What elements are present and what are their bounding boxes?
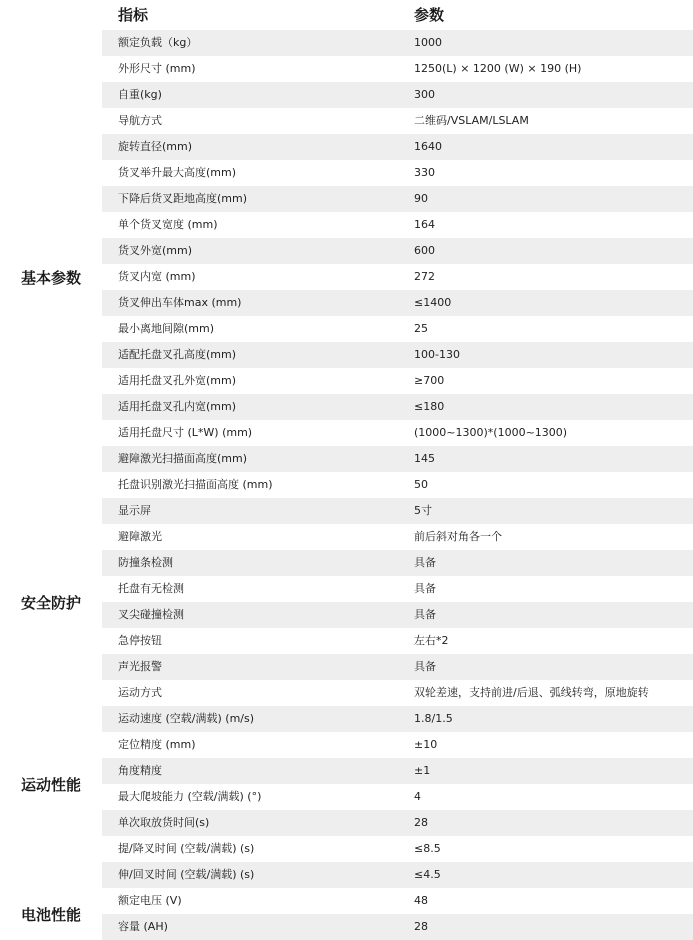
table-row: [102, 186, 693, 212]
table-row: [102, 368, 693, 394]
param-value: 145: [414, 452, 435, 465]
param-name: 单个货叉宽度 (mm): [118, 218, 218, 231]
param-name: 提/降叉时间 (空载/满载) (s): [118, 842, 255, 855]
param-value: 5寸: [414, 504, 432, 517]
param-name: 急停按钮: [118, 634, 162, 647]
table-row: [102, 732, 693, 758]
param-name: 外形尺寸 (mm): [118, 62, 196, 75]
param-name: 容量 (AH): [118, 920, 168, 933]
param-name: 货叉外宽(mm): [118, 244, 193, 257]
param-value: 28: [414, 920, 428, 933]
param-name: 货叉伸出车体max (mm): [118, 296, 242, 309]
table-row: [102, 82, 693, 108]
param-name: 托盘识别激光扫描面高度 (mm): [118, 478, 273, 491]
param-value: 100-130: [414, 348, 460, 361]
table-row: [102, 56, 693, 82]
table-row: [102, 784, 693, 810]
param-name: 定位精度 (mm): [118, 738, 196, 751]
param-name: 货叉举升最大高度(mm): [118, 166, 237, 179]
param-name: 自重(kg): [118, 88, 162, 101]
table-row: [102, 914, 693, 940]
param-value: 272: [414, 270, 435, 283]
param-name: 声光报警: [118, 660, 162, 673]
param-value: ≤4.5: [414, 868, 441, 881]
category-safety: 安全防护: [0, 524, 102, 680]
param-value: 48: [414, 894, 428, 907]
table-row: [102, 654, 693, 680]
header-parameter: 参数: [414, 6, 445, 24]
header-indicator: 指标: [118, 6, 149, 24]
param-value: 具备: [414, 582, 436, 595]
param-name: 额定负载（kg）: [118, 36, 198, 49]
param-name: 伸/回叉时间 (空载/满载) (s): [118, 868, 255, 881]
param-value: (1000~1300)*(1000~1300): [414, 426, 568, 439]
param-value: 164: [414, 218, 435, 231]
table-row: [102, 862, 693, 888]
table-row: [102, 680, 693, 706]
param-name: 适配托盘叉孔高度(mm): [118, 348, 237, 361]
category-basic-params: 基本参数: [0, 30, 102, 524]
table-row: [102, 394, 693, 420]
table-row: [102, 472, 693, 498]
table-row: [102, 706, 693, 732]
param-value: 600: [414, 244, 435, 257]
table-row: [102, 524, 693, 550]
table-row: [102, 212, 693, 238]
param-name: 旋转直径(mm): [118, 140, 193, 153]
param-name: 角度精度: [118, 764, 162, 777]
param-value: 25: [414, 322, 428, 335]
param-value: ≤8.5: [414, 842, 441, 855]
table-row: [102, 810, 693, 836]
category-battery: 电池性能: [0, 888, 102, 940]
param-value: ≤180: [414, 400, 445, 413]
table-row: [102, 836, 693, 862]
param-name: 叉尖碰撞检测: [118, 608, 184, 621]
param-value: 1640: [414, 140, 442, 153]
table-row: [102, 498, 693, 524]
param-value: 4: [414, 790, 421, 803]
param-value: ≥700: [414, 374, 445, 387]
param-value: 具备: [414, 556, 436, 569]
param-name: 运动方式: [118, 686, 162, 699]
param-name: 防撞条检测: [118, 556, 173, 569]
table-row: [102, 550, 693, 576]
table-row: [102, 264, 693, 290]
param-value: ±1: [414, 764, 431, 777]
param-name: 显示屏: [118, 504, 151, 517]
param-value: 90: [414, 192, 428, 205]
table-row: [102, 602, 693, 628]
param-value: 二维码/VSLAM/LSLAM: [414, 114, 529, 127]
param-name: 托盘有无检测: [118, 582, 184, 595]
table-row: [102, 290, 693, 316]
table-row: [102, 316, 693, 342]
table-row: [102, 758, 693, 784]
param-value: 前后斜对角各一个: [414, 530, 502, 543]
param-value: 28: [414, 816, 428, 829]
param-name: 导航方式: [118, 114, 162, 127]
param-name: 最大爬坡能力 (空载/满载) (°): [118, 790, 262, 803]
table-row: [102, 342, 693, 368]
param-name: 适用托盘叉孔外宽(mm): [118, 374, 237, 387]
param-name: 避障激光: [118, 530, 162, 543]
param-name: 货叉内宽 (mm): [118, 270, 196, 283]
param-name: 适用托盘叉孔内宽(mm): [118, 400, 237, 413]
param-value: 双轮差速，支持前进/后退、弧线转弯，原地旋转: [414, 686, 649, 699]
param-name: 避障激光扫描面高度(mm): [118, 452, 248, 465]
param-value: ±10: [414, 738, 438, 751]
table-row: [102, 628, 693, 654]
category-motion: 运动性能: [0, 680, 102, 888]
param-value: 300: [414, 88, 435, 101]
table-row: [102, 30, 693, 56]
param-name: 运动速度 (空载/满载) (m/s): [118, 712, 255, 725]
table-row: [102, 134, 693, 160]
table-row: [102, 108, 693, 134]
table-row: [102, 238, 693, 264]
param-name: 额定电压 (V): [118, 894, 182, 907]
param-value: 330: [414, 166, 435, 179]
param-name: 下降后货叉距地高度(mm): [118, 192, 248, 205]
param-value: 1.8/1.5: [414, 712, 453, 725]
param-value: 具备: [414, 660, 436, 673]
table-row: [102, 160, 693, 186]
param-value: 左右*2: [414, 634, 449, 647]
param-value: 50: [414, 478, 428, 491]
param-value: ≤1400: [414, 296, 452, 309]
param-name: 适用托盘尺寸 (L*W) (mm): [118, 426, 253, 439]
table-row: [102, 576, 693, 602]
table-row: [102, 446, 693, 472]
param-name: 单次取放货时间(s): [118, 816, 210, 829]
param-name: 最小离地间隙(mm): [118, 322, 215, 335]
param-value: 1250(L) × 1200 (W) × 190 (H): [414, 62, 582, 75]
param-value: 1000: [414, 36, 442, 49]
table-row: [102, 420, 693, 446]
param-value: 具备: [414, 608, 436, 621]
table-row: [102, 888, 693, 914]
